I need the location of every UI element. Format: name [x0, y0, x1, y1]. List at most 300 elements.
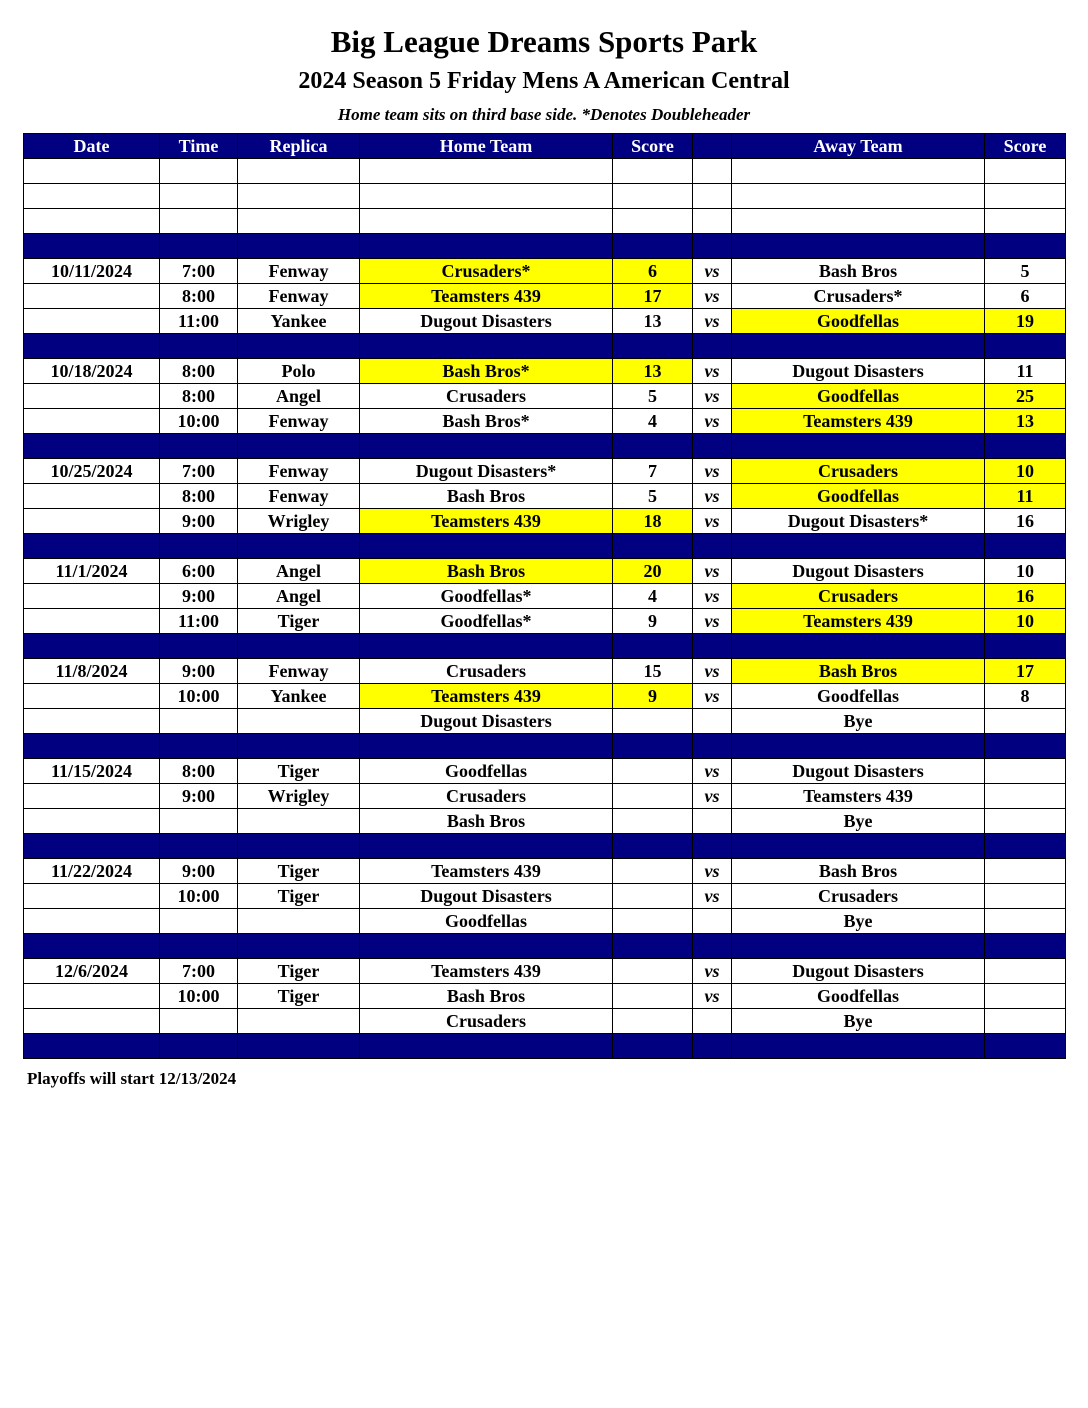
replica-cell: [238, 934, 360, 959]
schedule-header: [24, 134, 1066, 159]
vs-cell: vs: [693, 284, 732, 309]
table-row: [24, 884, 1066, 909]
away-score-cell: 19: [985, 309, 1066, 334]
away-team-cell: [732, 1034, 985, 1059]
home-team-cell: Teamsters 439: [360, 684, 613, 709]
replica-cell: Fenway: [238, 459, 360, 484]
vs-cell: [693, 834, 732, 859]
col-vs: [693, 134, 732, 159]
vs-cell: vs: [693, 409, 732, 434]
away-score-cell: [985, 984, 1066, 1009]
vs-cell: [693, 734, 732, 759]
replica-cell: Tiger: [238, 609, 360, 634]
replica-cell: [238, 184, 360, 209]
home-score-cell: [613, 934, 693, 959]
time-cell: [160, 334, 238, 359]
away-score-cell: [985, 809, 1066, 834]
vs-cell: [693, 809, 732, 834]
vs-cell: [693, 709, 732, 734]
away-team-cell: [732, 234, 985, 259]
home-score-cell: 5: [613, 484, 693, 509]
date-cell: [24, 809, 160, 834]
time-cell: 7:00: [160, 259, 238, 284]
col-home-score: Score: [613, 134, 693, 159]
away-score-cell: [985, 534, 1066, 559]
home-team-cell: [360, 334, 613, 359]
time-cell: [160, 909, 238, 934]
vs-cell: vs: [693, 959, 732, 984]
away-team-cell: Teamsters 439: [732, 609, 985, 634]
date-cell: [24, 709, 160, 734]
home-team-cell: Crusaders: [360, 659, 613, 684]
home-team-cell: [360, 434, 613, 459]
date-cell: [24, 834, 160, 859]
col-replica: Replica: [238, 134, 360, 159]
table-row: [24, 659, 1066, 684]
home-team-cell: Dugout Disasters*: [360, 459, 613, 484]
home-team-cell: Dugout Disasters: [360, 709, 613, 734]
away-team-cell: [732, 534, 985, 559]
home-score-cell: 9: [613, 684, 693, 709]
away-team-cell: Teamsters 439: [732, 784, 985, 809]
home-team-cell: [360, 209, 613, 234]
table-row: [24, 559, 1066, 584]
date-cell: [24, 384, 160, 409]
home-score-cell: [613, 884, 693, 909]
replica-cell: Fenway: [238, 409, 360, 434]
home-score-cell: 5: [613, 384, 693, 409]
time-cell: 6:00: [160, 559, 238, 584]
schedule-body: [24, 159, 1066, 1059]
date-cell: [24, 1034, 160, 1059]
vs-cell: [693, 1009, 732, 1034]
page-note: Home team sits on third base side. *Denotes Doubleheader: [337, 105, 751, 124]
empty-row: [24, 184, 1066, 209]
time-cell: [160, 209, 238, 234]
time-cell: 10:00: [160, 684, 238, 709]
separator-row: [24, 834, 1066, 859]
table-row: [24, 284, 1066, 309]
away-score-cell: [985, 759, 1066, 784]
home-score-cell: [613, 159, 693, 184]
time-cell: [160, 709, 238, 734]
away-score-cell: 13: [985, 409, 1066, 434]
home-team-cell: Bash Bros*: [360, 359, 613, 384]
separator-row: [24, 934, 1066, 959]
home-score-cell: [613, 1009, 693, 1034]
home-score-cell: [613, 1034, 693, 1059]
table-row: [24, 409, 1066, 434]
table-row: [24, 259, 1066, 284]
away-score-cell: [985, 634, 1066, 659]
away-score-cell: 16: [985, 584, 1066, 609]
home-team-cell: Teamsters 439: [360, 859, 613, 884]
vs-cell: [693, 434, 732, 459]
date-cell: [24, 984, 160, 1009]
date-cell: 10/11/2024: [24, 259, 160, 284]
away-score-cell: [985, 709, 1066, 734]
replica-cell: [238, 909, 360, 934]
replica-cell: Fenway: [238, 484, 360, 509]
page-subtitle: 2024 Season 5 Friday Mens A American Central: [298, 68, 790, 94]
table-row: [24, 859, 1066, 884]
vs-cell: vs: [693, 459, 732, 484]
home-team-cell: [360, 1034, 613, 1059]
vs-cell: vs: [693, 659, 732, 684]
time-cell: 10:00: [160, 409, 238, 434]
date-cell: [24, 734, 160, 759]
away-team-cell: Bash Bros: [732, 859, 985, 884]
away-team-cell: Teamsters 439: [732, 409, 985, 434]
away-team-cell: [732, 634, 985, 659]
away-score-cell: [985, 859, 1066, 884]
away-score-cell: [985, 1009, 1066, 1034]
vs-cell: vs: [693, 609, 732, 634]
separator-row: [24, 234, 1066, 259]
separator-row: [24, 734, 1066, 759]
replica-cell: Yankee: [238, 684, 360, 709]
date-cell: [24, 634, 160, 659]
home-team-cell: Bash Bros: [360, 809, 613, 834]
table-row: [24, 309, 1066, 334]
replica-cell: [238, 209, 360, 234]
home-team-cell: Teamsters 439: [360, 284, 613, 309]
home-team-cell: Teamsters 439: [360, 509, 613, 534]
vs-cell: vs: [693, 509, 732, 534]
separator-row: [24, 534, 1066, 559]
home-score-cell: 6: [613, 259, 693, 284]
col-away-team: Away Team: [732, 134, 985, 159]
away-score-cell: 10: [985, 559, 1066, 584]
separator-row: [24, 634, 1066, 659]
away-team-cell: Bye: [732, 909, 985, 934]
date-cell: [24, 534, 160, 559]
home-team-cell: Teamsters 439: [360, 959, 613, 984]
separator-row: [24, 334, 1066, 359]
away-team-cell: Dugout Disasters: [732, 359, 985, 384]
home-score-cell: 13: [613, 359, 693, 384]
vs-cell: [693, 534, 732, 559]
date-cell: [24, 1009, 160, 1034]
home-team-cell: Crusaders: [360, 1009, 613, 1034]
replica-cell: Angel: [238, 584, 360, 609]
home-score-cell: [613, 759, 693, 784]
home-score-cell: [613, 434, 693, 459]
home-team-cell: Bash Bros: [360, 559, 613, 584]
away-team-cell: [732, 434, 985, 459]
replica-cell: Wrigley: [238, 509, 360, 534]
col-home-team: Home Team: [360, 134, 613, 159]
away-team-cell: Dugout Disasters: [732, 759, 985, 784]
table-row: [24, 459, 1066, 484]
home-team-cell: [360, 184, 613, 209]
home-score-cell: [613, 909, 693, 934]
away-score-cell: [985, 909, 1066, 934]
date-cell: 12/6/2024: [24, 959, 160, 984]
home-score-cell: 9: [613, 609, 693, 634]
vs-cell: vs: [693, 684, 732, 709]
home-team-cell: Dugout Disasters: [360, 309, 613, 334]
away-score-cell: [985, 159, 1066, 184]
replica-cell: [238, 334, 360, 359]
vs-cell: vs: [693, 759, 732, 784]
time-cell: 8:00: [160, 759, 238, 784]
home-team-cell: [360, 234, 613, 259]
away-team-cell: Dugout Disasters*: [732, 509, 985, 534]
away-score-cell: [985, 434, 1066, 459]
home-score-cell: [613, 334, 693, 359]
away-score-cell: 8: [985, 684, 1066, 709]
home-score-cell: 15: [613, 659, 693, 684]
replica-cell: [238, 634, 360, 659]
replica-cell: Tiger: [238, 984, 360, 1009]
page-title: Big League Dreams Sports Park: [330, 24, 758, 59]
time-cell: [160, 1034, 238, 1059]
time-cell: [160, 634, 238, 659]
away-team-cell: Crusaders*: [732, 284, 985, 309]
time-cell: 11:00: [160, 309, 238, 334]
replica-cell: Tiger: [238, 859, 360, 884]
home-team-cell: [360, 159, 613, 184]
home-score-cell: [613, 234, 693, 259]
away-team-cell: Crusaders: [732, 459, 985, 484]
time-cell: [160, 834, 238, 859]
date-cell: [24, 584, 160, 609]
table-row: [24, 359, 1066, 384]
vs-cell: vs: [693, 584, 732, 609]
away-team-cell: [732, 159, 985, 184]
vs-cell: [693, 634, 732, 659]
vs-cell: [693, 209, 732, 234]
date-cell: [24, 184, 160, 209]
date-cell: 11/8/2024: [24, 659, 160, 684]
vs-cell: [693, 334, 732, 359]
home-score-cell: 17: [613, 284, 693, 309]
playoffs-note: Playoffs will start 12/13/2024: [27, 1069, 237, 1088]
vs-cell: vs: [693, 259, 732, 284]
time-cell: [160, 159, 238, 184]
vs-cell: vs: [693, 484, 732, 509]
away-team-cell: [732, 334, 985, 359]
home-score-cell: [613, 734, 693, 759]
home-score-cell: 13: [613, 309, 693, 334]
away-team-cell: Crusaders: [732, 584, 985, 609]
away-team-cell: Goodfellas: [732, 384, 985, 409]
home-team-cell: Goodfellas: [360, 909, 613, 934]
date-cell: [24, 784, 160, 809]
away-score-cell: [985, 1034, 1066, 1059]
date-cell: [24, 909, 160, 934]
home-score-cell: [613, 634, 693, 659]
vs-cell: vs: [693, 384, 732, 409]
separator-row: [24, 434, 1066, 459]
home-score-cell: 7: [613, 459, 693, 484]
home-score-cell: [613, 184, 693, 209]
date-cell: [24, 509, 160, 534]
time-cell: [160, 434, 238, 459]
replica-cell: Yankee: [238, 309, 360, 334]
away-team-cell: [732, 834, 985, 859]
vs-cell: vs: [693, 359, 732, 384]
away-team-cell: [732, 184, 985, 209]
time-cell: 8:00: [160, 384, 238, 409]
home-score-cell: 4: [613, 584, 693, 609]
vs-cell: [693, 934, 732, 959]
time-cell: 8:00: [160, 284, 238, 309]
date-cell: [24, 609, 160, 634]
time-cell: 9:00: [160, 659, 238, 684]
time-cell: [160, 1009, 238, 1034]
home-score-cell: 18: [613, 509, 693, 534]
replica-cell: [238, 1009, 360, 1034]
away-score-cell: [985, 884, 1066, 909]
time-cell: 9:00: [160, 859, 238, 884]
replica-cell: Tiger: [238, 759, 360, 784]
home-team-cell: Goodfellas: [360, 759, 613, 784]
time-cell: 7:00: [160, 459, 238, 484]
away-score-cell: [985, 209, 1066, 234]
replica-cell: Polo: [238, 359, 360, 384]
home-team-cell: Crusaders*: [360, 259, 613, 284]
date-cell: [24, 284, 160, 309]
away-score-cell: 16: [985, 509, 1066, 534]
away-score-cell: [985, 934, 1066, 959]
time-cell: [160, 184, 238, 209]
away-score-cell: 10: [985, 609, 1066, 634]
vs-cell: vs: [693, 784, 732, 809]
time-cell: 9:00: [160, 584, 238, 609]
away-score-cell: [985, 234, 1066, 259]
date-cell: [24, 884, 160, 909]
replica-cell: Tiger: [238, 959, 360, 984]
away-team-cell: Goodfellas: [732, 684, 985, 709]
vs-cell: [693, 184, 732, 209]
home-team-cell: [360, 634, 613, 659]
home-team-cell: Goodfellas*: [360, 609, 613, 634]
away-team-cell: [732, 934, 985, 959]
time-cell: [160, 809, 238, 834]
date-cell: 11/22/2024: [24, 859, 160, 884]
table-row: [24, 484, 1066, 509]
time-cell: [160, 734, 238, 759]
home-team-cell: Bash Bros*: [360, 409, 613, 434]
date-cell: 10/25/2024: [24, 459, 160, 484]
away-score-cell: [985, 734, 1066, 759]
time-cell: [160, 534, 238, 559]
table-row: [24, 784, 1066, 809]
vs-cell: [693, 909, 732, 934]
home-score-cell: [613, 834, 693, 859]
date-cell: [24, 234, 160, 259]
date-cell: [24, 309, 160, 334]
home-score-cell: [613, 534, 693, 559]
col-time: Time: [160, 134, 238, 159]
home-score-cell: [613, 959, 693, 984]
vs-cell: vs: [693, 309, 732, 334]
time-cell: 9:00: [160, 784, 238, 809]
away-team-cell: Bash Bros: [732, 659, 985, 684]
away-team-cell: [732, 209, 985, 234]
away-score-cell: 17: [985, 659, 1066, 684]
table-row: [24, 684, 1066, 709]
away-team-cell: Bye: [732, 709, 985, 734]
away-score-cell: 11: [985, 359, 1066, 384]
table-row: [24, 709, 1066, 734]
replica-cell: Fenway: [238, 659, 360, 684]
date-cell: 11/1/2024: [24, 559, 160, 584]
replica-cell: [238, 534, 360, 559]
date-cell: [24, 159, 160, 184]
away-score-cell: 5: [985, 259, 1066, 284]
time-cell: 10:00: [160, 884, 238, 909]
away-score-cell: 25: [985, 384, 1066, 409]
vs-cell: vs: [693, 559, 732, 584]
replica-cell: [238, 434, 360, 459]
home-team-cell: [360, 734, 613, 759]
away-score-cell: 10: [985, 459, 1066, 484]
vs-cell: [693, 234, 732, 259]
time-cell: 9:00: [160, 509, 238, 534]
date-cell: [24, 434, 160, 459]
time-cell: 7:00: [160, 959, 238, 984]
away-score-cell: [985, 959, 1066, 984]
home-score-cell: [613, 809, 693, 834]
vs-cell: vs: [693, 984, 732, 1009]
table-row: [24, 984, 1066, 1009]
away-score-cell: 6: [985, 284, 1066, 309]
replica-cell: Angel: [238, 384, 360, 409]
time-cell: 10:00: [160, 984, 238, 1009]
replica-cell: Angel: [238, 559, 360, 584]
home-team-cell: [360, 834, 613, 859]
table-row: [24, 959, 1066, 984]
replica-cell: [238, 834, 360, 859]
table-row: [24, 1009, 1066, 1034]
table-row: [24, 809, 1066, 834]
schedule-table: [23, 133, 1066, 1059]
away-team-cell: Goodfellas: [732, 984, 985, 1009]
col-date: Date: [24, 134, 160, 159]
home-team-cell: Bash Bros: [360, 484, 613, 509]
date-cell: [24, 409, 160, 434]
away-score-cell: [985, 184, 1066, 209]
away-team-cell: Goodfellas: [732, 309, 985, 334]
home-team-cell: Bash Bros: [360, 984, 613, 1009]
home-team-cell: Crusaders: [360, 384, 613, 409]
date-cell: 11/15/2024: [24, 759, 160, 784]
table-row: [24, 584, 1066, 609]
replica-cell: [238, 809, 360, 834]
away-team-cell: Dugout Disasters: [732, 559, 985, 584]
replica-cell: [238, 1034, 360, 1059]
vs-cell: [693, 159, 732, 184]
away-team-cell: Crusaders: [732, 884, 985, 909]
replica-cell: Fenway: [238, 259, 360, 284]
away-score-cell: [985, 834, 1066, 859]
replica-cell: [238, 234, 360, 259]
replica-cell: Tiger: [238, 884, 360, 909]
away-team-cell: Goodfellas: [732, 484, 985, 509]
home-team-cell: Goodfellas*: [360, 584, 613, 609]
home-score-cell: 20: [613, 559, 693, 584]
replica-cell: [238, 159, 360, 184]
home-team-cell: Dugout Disasters: [360, 884, 613, 909]
date-cell: 10/18/2024: [24, 359, 160, 384]
away-team-cell: Bash Bros: [732, 259, 985, 284]
replica-cell: [238, 734, 360, 759]
away-team-cell: Bye: [732, 809, 985, 834]
date-cell: [24, 209, 160, 234]
